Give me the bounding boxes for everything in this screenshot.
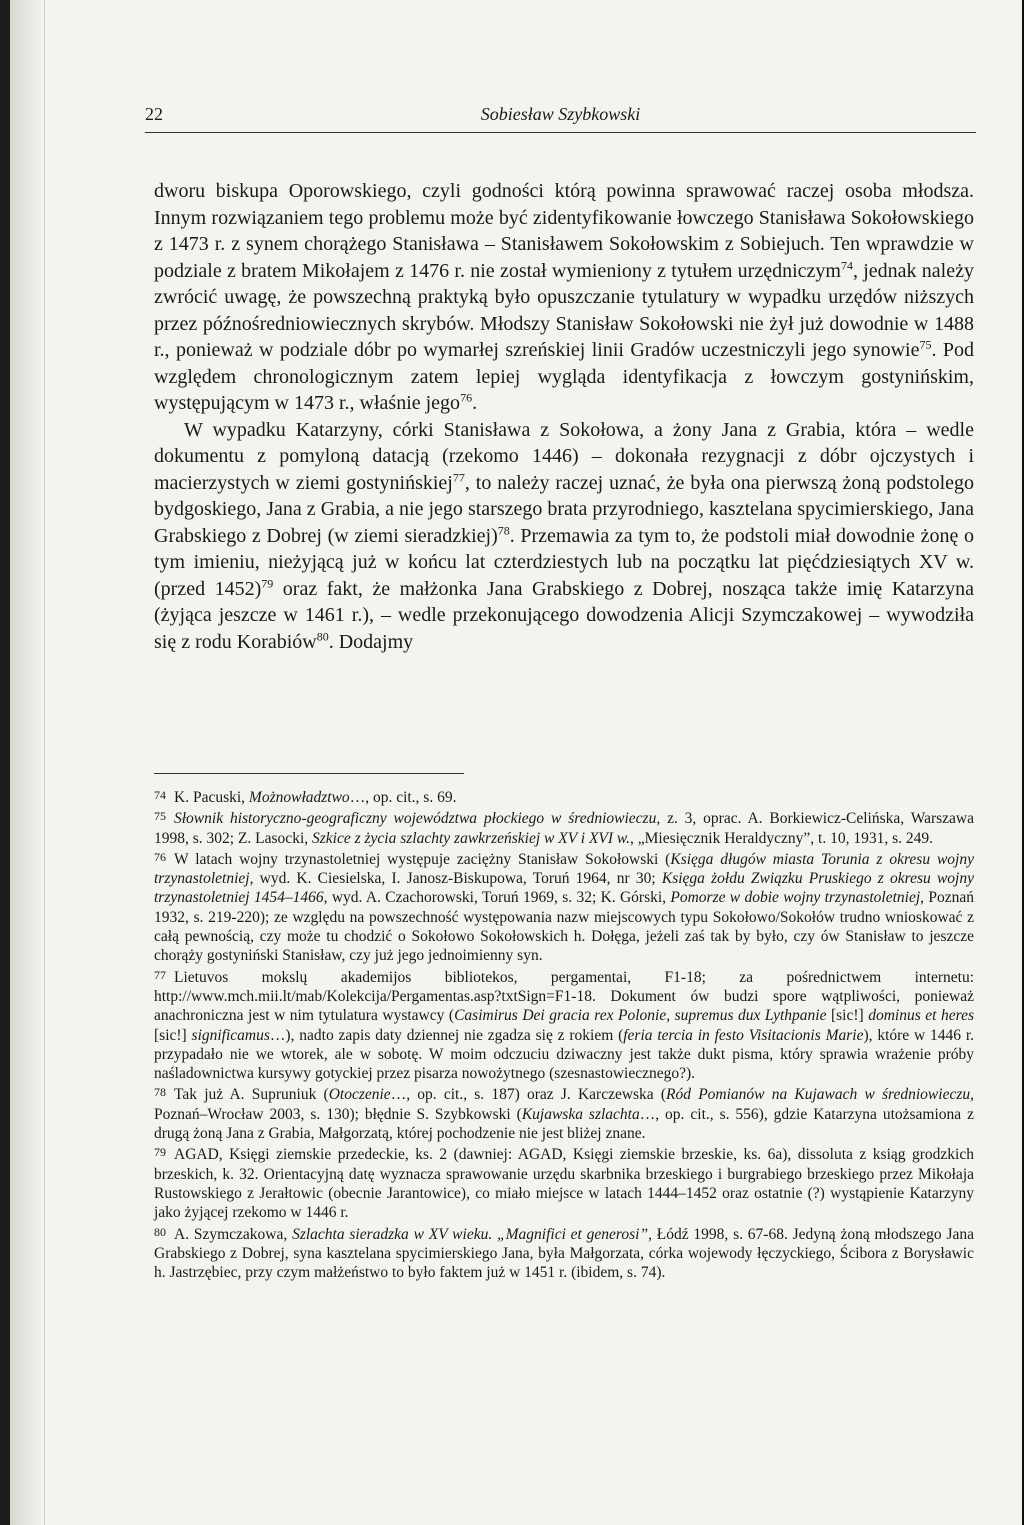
- text-run: …, op. cit., s. 69.: [349, 789, 457, 806]
- footnote-77: [154, 966, 974, 1084]
- text-run: , to należy raczej uznać, że była ona pierwszą żoną podstolego bydgoskiego, Jana z Grabia, a nie jego starszego brata przyrodniego, kasztelana spycimierskiego, Jana Grabskiego z Dobrej (w ziemi sieradzkiej): [154, 471, 974, 547]
- italic-run: Casimirus Dei gracia rex Polonie, supremus dux Lythpanie: [454, 1007, 827, 1025]
- text-run: oraz fakt, że małżonka Jana Grabskiego z Dobrej, nosząca także imię Katarzyna (żyjąca jeszcze w 1461 r.), – wedle przekonującego dowodzenia Alicji Szymczakowej – wywodziła się z rodu Korabiów: [154, 577, 974, 653]
- text-run: Lietuvos mokslų akademijos bibliotekos, pergamentai, F1-18; za pośrednictwem internetu: http://www.mch.mii.lt/mab/Kolekcija/Pergamentas.asp?txtSign=F1-18. Dokument ów budzi spore wątpliwości, ponieważ anachroniczna jest w nim tytulatura wystawcy (: [154, 968, 974, 1025]
- page-binding-edge: [10, 0, 45, 1525]
- footnote-ref-78: 78: [497, 522, 510, 537]
- footnote-ref-76: 76: [460, 390, 473, 405]
- footnote-80: [154, 1223, 974, 1283]
- text-run: .: [472, 392, 478, 414]
- italic-run: Księga długów miasta Torunia z okresu wojny trzynastoletniej: [154, 850, 974, 888]
- footnote-76: [154, 848, 974, 966]
- italic-run: Szkice z życia szlachty zawkrzeńskiej w XV i XVI w.: [312, 829, 630, 847]
- main-text: [154, 178, 974, 655]
- text-run: , z. 3, oprac. A. Borkiewicz-Celińska, Warszawa 1998, s. 302; Z. Lasocki,: [154, 810, 974, 847]
- text-run: [sic!]: [154, 1026, 192, 1044]
- footnote-ref-77: 77: [452, 469, 465, 484]
- running-header: [145, 102, 976, 133]
- italic-run: Ród Pomianów na Kujawach w średniowieczu: [666, 1086, 971, 1104]
- running-title: Sobiesław Szybkowski: [480, 104, 641, 124]
- italic-run: feria tercia in festo Visitacionis Marie: [623, 1026, 864, 1044]
- text-run: , wyd. A. Czachorowski, Toruń 1969, s. 32; K. Górski,: [323, 889, 671, 907]
- footnote-number: 78: [154, 1085, 166, 1100]
- text-run: W latach wojny trzynastoletniej występuje zaciężny Stanisław Sokołowski (: [174, 850, 671, 868]
- text-run: AGAD, Księgi ziemskie przedeckie, ks. 2 (dawniej: AGAD, Księgi ziemskie brzeskie, ks. 6a), dissoluta z ksiąg grodzkich brzeskich, k. 32. Orientacyjną datę wyznacza sprawowanie urzędu skarbnika brzeskiego i burgrabiego brzeskiego przez Mikołaja Rustowskiego z Jerałtowic (obecnie Jarantowice), co miało miejsce w latach 1444–1452 oraz ostatnie (?) wystąpienie Katarzyny jako żyjącej rzekomo w 1446 r.: [154, 1146, 974, 1222]
- footnote-number: 74: [154, 788, 166, 802]
- text-run: A. Szymczakowa,: [174, 1225, 293, 1243]
- text-run: , Łódź 1998, s. 67-68. Jedyną żoną młodszego Jana Grabskiego z Dobrej, syna kasztelana spycimierskiego Jana, była Małgorzata, córka wojewody łęczyckiego, Ścibora z Borysławic h. Jastrzębiec, przy czym małżeństwo to było faktem już w 1451 r. (ibidem, s. 74).: [154, 1225, 974, 1282]
- italic-run: Księga żołdu Związku Pruskiego z okresu wojny trzynastoletniej 1454–1466: [154, 870, 974, 907]
- footnote-number: 75: [154, 809, 166, 824]
- text-run: , „Miesięcznik Heraldyczny”, t. 10, 1931, s. 249.: [629, 829, 934, 847]
- italic-run: Otoczenie: [328, 1086, 391, 1104]
- paragraph-2: [154, 417, 974, 656]
- book-page: [10, 0, 1022, 1525]
- italic-run: Słownik historyczno-geograficzny województwa płockiego w średniowieczu: [174, 810, 657, 828]
- text-run: . Przemawia za tym to, że podstoli miał dowodnie żonę o tym imieniu, nieżyjącą już w końcu lat czterdziestych lub na początku lat pięćdziesiątych XV w. (przed 1452): [154, 524, 975, 600]
- italic-run: Możnowładztwo: [248, 789, 350, 806]
- text-run: K. Pacuski,: [174, 789, 249, 806]
- text-run: ), które w 1446 r. przypadało nie we wtorek, ale w sobotę. W moim odczuciu dziwaczny jest także dukt pisma, który sprawia wrażenie próby naśladownictwa kursywy gotyckiej przez pisarza nowożytnego (szesnastowiecznego?).: [154, 1026, 975, 1083]
- footnote-79: [154, 1143, 974, 1222]
- footnotes: [154, 786, 974, 1282]
- footnote-number: 76: [154, 849, 166, 864]
- text-run: dworu biskupa Oporowskiego, czyli godności którą powinna sprawować raczej osoba młodsza. Innym rozwiązaniem tego problemu może być zidentyfikowanie łowczego Stanisława Sokołowskiego z 1473 r. z synem chorążego Stanisława – Stanisławem Sokołowskim z Sobiejuch. Ten wprawdzie w podziale z bratem Mikołajem z 1476 r. nie został wymieniony z tytułem urzędniczym: [154, 180, 974, 282]
- footnote-ref-74: 74: [840, 257, 853, 272]
- text-run: …), nadto zapis daty dziennej nie zgadza się z rokiem (: [269, 1026, 624, 1044]
- italic-run: Kujawska szlachta: [521, 1105, 640, 1123]
- footnote-ref-80: 80: [316, 628, 329, 643]
- footnote-number: 80: [154, 1224, 166, 1239]
- paragraph-1: [154, 178, 974, 417]
- text-run: …, op. cit., s. 187) oraz J. Karczewska (: [390, 1086, 667, 1104]
- text-run: , Poznań–Wrocław 2003, s. 130); błędnie S. Szybkowski (: [154, 1086, 974, 1123]
- text-run: [sic!]: [826, 1007, 869, 1025]
- text-run: , Poznań 1932, s. 219-220); ze względu na powszechność występowania nazw miejscowych typu Sokołowo/Sokołów trudno wnioskować z całą pewnością, czy może tu chodzić o Sokołowo Sokołowskich h. Dołęga, jeżeli zaś tak by było, czy ów Stanisław to jeszcze chorąży gostyniński Stanisław, czy już jego jednoimienny syn.: [154, 889, 975, 965]
- text-run: …, op. cit., s. 556), gdzie Katarzyna utożsamiona z drugą żoną Jana z Grabia, Małgorzatą, której pochodzenie nie jest bliżej znane.: [154, 1105, 975, 1143]
- page-number: 22: [145, 104, 163, 124]
- text-run: . Pod względem chronologicznym zatem lepiej wygląda identyfikacja z łowczym gostynińskim, występującym w 1473 r., właśnie jego: [154, 339, 975, 414]
- footnote-number: 77: [154, 967, 166, 982]
- text-run: , wyd. K. Ciesielska, I. Janosz-Biskupowa, Toruń 1964, nr 30;: [249, 870, 662, 888]
- footnote-number: 79: [154, 1145, 166, 1160]
- italic-run: significamus: [191, 1026, 270, 1044]
- footnote-74: [154, 786, 974, 807]
- footnote-ref-75: 75: [919, 337, 932, 352]
- footnote-78: [154, 1083, 974, 1143]
- text-run: . Dodajmy: [328, 630, 414, 653]
- italic-run: Pomorze w dobie wojny trzynastoletniej: [670, 889, 921, 907]
- footnote-separator: [154, 773, 464, 774]
- italic-run: Szlachta sieradzka w XV wieku. „Magnifici et generosi”: [292, 1225, 649, 1243]
- text-run: W wypadku Katarzyny, córki Stanisława z Sokołowa, a żony Jana z Grabia, która – wedle dokumentu z pomyloną datacją (rzekomo 1446) – dokonała rezygnacji z dóbr ojczystych i macierzystych w ziemi gostynińskiej: [154, 418, 974, 494]
- footnote-75: [154, 807, 974, 848]
- footnote-ref-79: 79: [261, 575, 274, 590]
- text-run: Tak już A. Supruniuk (: [174, 1086, 329, 1104]
- italic-run: dominus et heres: [868, 1007, 975, 1025]
- text-run: , jednak należy zwrócić uwagę, że powszechną praktyką było opuszczanie tytulatury w wypadku urzędów niższych przez późnośredniowiecznych skrybów. Młodszy Stanisław Sokołowski nie żył już dowodnie w 1488 r., ponieważ w podziale dóbr po wymarłej szreńskiej linii Gradów uczestniczyli jego synowie: [154, 259, 974, 361]
